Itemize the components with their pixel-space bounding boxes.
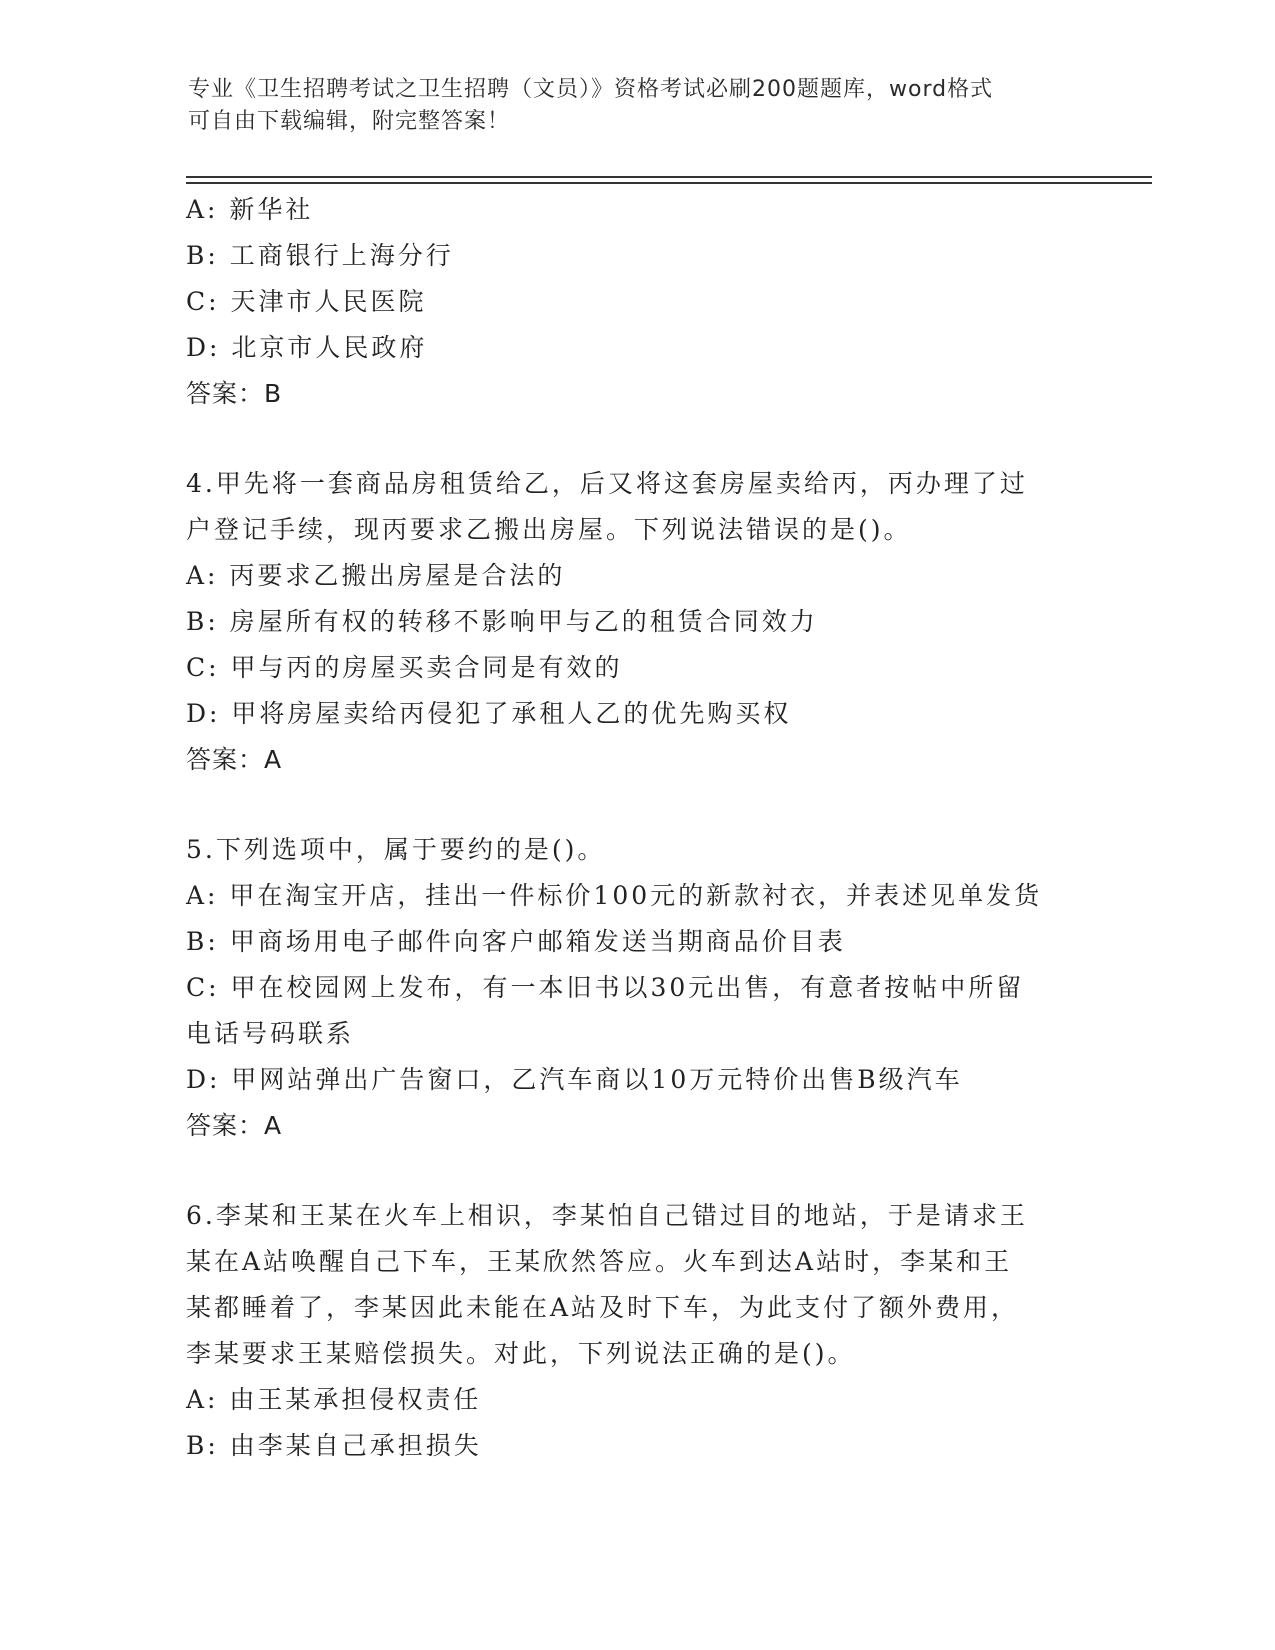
spacer: [186, 783, 1086, 827]
spacer: [186, 1149, 1086, 1193]
option-a: A: 甲在淘宝开店，挂出一件标价100元的新款衬衣，并表述见单发货: [186, 881, 1043, 910]
question-4: [186, 461, 1086, 783]
header-divider-top: [186, 176, 1152, 178]
header-line-1: 专业《卫生招聘考试之卫生招聘（文员）》资格考试必刷200题题库，word格式: [188, 77, 994, 102]
header-line-2: 可自由下载编辑，附完整答案！: [188, 109, 511, 134]
question-stem: 某在A站唤醒自己下车，王某欣然答应。火车到达A站时，李某和王: [186, 1247, 1013, 1276]
question-stem: 某都睡着了，李某因此未能在A站及时下车，为此支付了额外费用，: [186, 1293, 1020, 1322]
question-stem: 5.下列选项中，属于要约的是()。: [186, 835, 606, 864]
document-body: [186, 187, 1086, 1469]
option-b: B: 甲商场用电子邮件向客户邮箱发送当期商品价目表: [186, 927, 846, 956]
question-stem: 户登记手续，现丙要求乙搬出房屋。下列说法错误的是()。: [186, 515, 912, 544]
option-a: A: 丙要求乙搬出房屋是合法的: [186, 561, 566, 590]
spacer: [186, 417, 1086, 461]
option-c: C: 天津市人民医院: [186, 287, 427, 316]
header-divider-bottom: [186, 182, 1152, 184]
option-c: C: 甲在校园网上发布，有一本旧书以30元出售，有意者按帖中所留: [186, 973, 1025, 1002]
option-b: B: 房屋所有权的转移不影响甲与乙的租赁合同效力: [186, 607, 818, 636]
question-stem: 4.甲先将一套商品房租赁给乙，后又将这套房屋卖给丙，丙办理了过: [186, 469, 1028, 498]
option-c-continued: 电话号码联系: [186, 1019, 355, 1048]
option-a: A: 新华社: [186, 195, 314, 224]
question-6: [186, 1193, 1086, 1469]
document-header: [188, 74, 1068, 138]
question-stem: 6.李某和王某在火车上相识，李某怕自己错过目的地站，于是请求王: [186, 1201, 1028, 1230]
option-d: D: 甲网站弹出广告窗口，乙汽车商以10万元特价出售B级汽车: [186, 1065, 963, 1094]
option-b: B: 工商银行上海分行: [186, 241, 454, 270]
answer-line: 答案：A: [186, 745, 283, 774]
question-stem: 李某要求王某赔偿损失。对此，下列说法正确的是()。: [186, 1339, 856, 1368]
option-b: B: 由李某自己承担损失: [186, 1431, 482, 1460]
answer-line: 答案：A: [186, 1111, 283, 1140]
option-a: A: 由王某承担侵权责任: [186, 1385, 482, 1414]
option-d: D: 北京市人民政府: [186, 333, 428, 362]
answer-line: 答案：B: [186, 379, 283, 408]
option-c: C: 甲与丙的房屋买卖合同是有效的: [186, 653, 623, 682]
previous-question-options: [186, 187, 1086, 417]
question-5: [186, 827, 1086, 1149]
option-d: D: 甲将房屋卖给丙侵犯了承租人乙的优先购买权: [186, 699, 792, 728]
